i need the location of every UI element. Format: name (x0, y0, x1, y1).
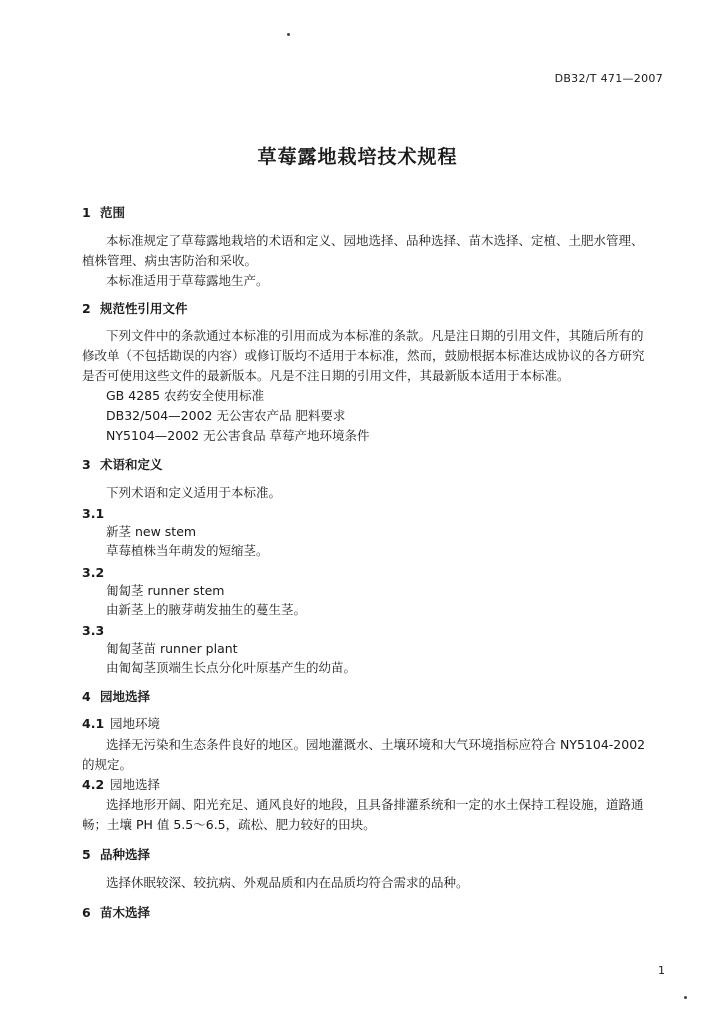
section-title: 规范性引用文件 (100, 301, 188, 316)
reference-item: NY5104—2002 无公害食品 草莓产地环境条件 (106, 428, 370, 443)
paragraph: 畅；土壤 PH 值 5.5～6.5，疏松、肥力较好的田块。 (82, 817, 376, 832)
section-title: 园地选择 (100, 689, 151, 704)
section-number: 6 (82, 905, 91, 920)
section-number: 1 (82, 205, 91, 220)
section-number: 2 (82, 301, 91, 316)
paragraph: 选择地形开阔、阳光充足、通风良好的地段，且具备排灌系统和一定的水土保持工程设施，道路通 (106, 797, 644, 812)
section-6-heading (82, 905, 150, 921)
term-definition: 草莓植株当年萌发的短缩茎。 (106, 543, 269, 558)
scan-speck (287, 33, 290, 36)
clause-number: 4.1 (82, 716, 105, 731)
section-title: 品种选择 (100, 847, 151, 862)
standard-code: DB32/T 471—2007 (554, 72, 663, 85)
term: 新茎 new stem (106, 524, 197, 539)
paragraph: 选择无污染和生态条件良好的地区。园地灌溉水、土壤环境和大气环境指标应符合 NY5104-2002 (106, 737, 646, 752)
term-definition: 由新茎上的腋芽萌发抽生的蔓生茎。 (106, 602, 307, 617)
section-number: 3 (82, 457, 91, 472)
section-3-heading (82, 457, 163, 473)
section-title: 术语和定义 (100, 457, 163, 472)
reference-item: DB32/504—2002 无公害农产品 肥料要求 (106, 408, 346, 423)
section-2-heading (82, 301, 188, 317)
paragraph: 本标准规定了草莓露地栽培的术语和定义、园地选择、品种选择、苗木选择、定植、土肥水管理、 (106, 233, 644, 248)
scan-speck (684, 996, 687, 999)
clause-number: 3.3 (82, 623, 105, 638)
paragraph: 的规定。 (82, 757, 133, 772)
clause-heading (82, 716, 160, 732)
clause-title: 园地选择 (110, 777, 161, 792)
paragraph: 下列术语和定义适用于本标准。 (106, 485, 282, 500)
term: 匍匐茎苗 runner plant (106, 641, 238, 656)
paragraph: 是否可使用这些文件的最新版本。凡是不注日期的引用文件，其最新版本适用于本标准。 (82, 368, 570, 383)
section-1-heading (82, 205, 125, 221)
clause-number: 3.1 (82, 506, 105, 521)
term-definition: 由匍匐茎顶端生长点分化叶原基产生的幼苗。 (106, 660, 357, 675)
section-number: 4 (82, 689, 91, 704)
clause-number: 3.2 (82, 565, 105, 580)
paragraph: 下列文件中的条款通过本标准的引用而成为本标准的条款。凡是注日期的引用文件，其随后所有的 (106, 328, 644, 343)
clause-number: 4.2 (82, 777, 105, 792)
term: 匍匐茎 runner stem (106, 583, 225, 598)
section-title: 范围 (100, 205, 126, 220)
paragraph: 本标准适用于草莓露地生产。 (106, 273, 269, 288)
clause-heading (82, 777, 160, 793)
page-title: 草莓露地栽培技术规程 (257, 146, 458, 168)
section-4-heading (82, 689, 150, 705)
paragraph: 修改单（不包括勘误的内容）或修订版均不适用于本标准，然而，鼓励根据本标准达成协议的各方研究 (82, 348, 645, 363)
reference-item: GB 4285 农药安全使用标准 (106, 388, 265, 403)
paragraph: 选择休眠较深、较抗病、外观品质和内在品质均符合需求的品种。 (106, 875, 469, 890)
section-title: 苗木选择 (100, 905, 151, 920)
page-number: 1 (658, 964, 665, 977)
section-5-heading (82, 847, 150, 863)
paragraph: 植株管理、病虫害防治和采收。 (82, 253, 258, 268)
section-number: 5 (82, 847, 91, 862)
clause-title: 园地环境 (110, 716, 161, 731)
